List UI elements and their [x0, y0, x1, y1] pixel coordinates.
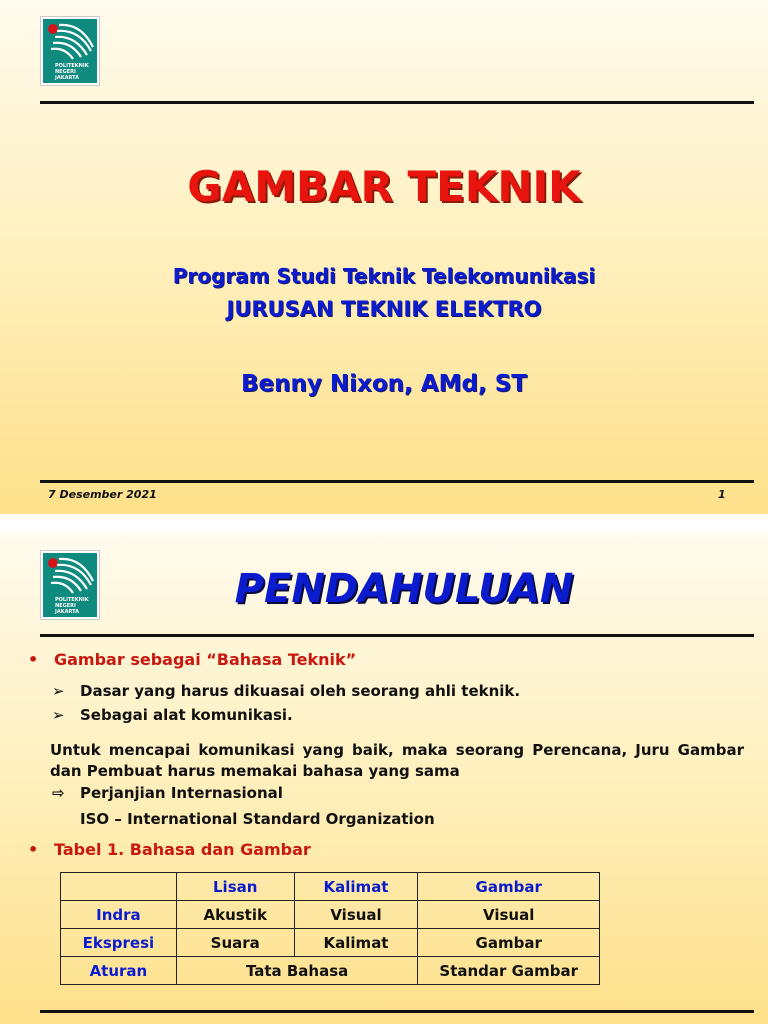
top-divider	[40, 634, 754, 637]
author-name: Benny Nixon, AMd, ST	[241, 371, 527, 397]
page-number: 1	[718, 488, 726, 501]
logo-text-2: NEGERI	[55, 603, 76, 609]
table-row	[61, 929, 600, 957]
open-arrow-icon: ⇨	[52, 784, 65, 802]
bullet-text: Tabel 1. Bahasa dan Gambar	[54, 840, 311, 859]
logo-text-1: POLITEKNIK	[55, 63, 89, 69]
arrow-bullet-icon: ➢	[52, 682, 65, 700]
pnj-logo-icon	[41, 17, 99, 85]
bottom-divider	[40, 1010, 754, 1013]
table-row	[61, 901, 600, 929]
table-cell-merged: Tata Bahasa	[176, 957, 418, 985]
bullet-dot: •	[28, 650, 39, 669]
table-cell: Kalimat	[294, 929, 418, 957]
iso-line: ISO – International Standard Organization	[80, 810, 435, 828]
pnj-logo-icon	[41, 551, 99, 619]
table-row	[61, 957, 600, 985]
sub-bullet-1	[52, 682, 520, 700]
footer-date: 7 Desember 2021	[48, 488, 157, 501]
table-header-cell: Lisan	[176, 873, 294, 901]
slide1-title: GAMBAR TEKNIK	[187, 162, 581, 211]
language-drawing-table	[60, 872, 600, 985]
arrow-bullet-icon: ➢	[52, 706, 65, 724]
slide-2	[0, 532, 768, 1024]
logo-text-1: POLITEKNIK	[55, 597, 89, 603]
table-row-label: Indra	[61, 901, 177, 929]
table-cell: Gambar	[418, 929, 600, 957]
sub-bullet-text: Sebagai alat komunikasi.	[80, 706, 293, 724]
table-header-cell: Gambar	[418, 873, 600, 901]
bullet-bahasa-teknik	[28, 650, 356, 669]
table-cell: Suara	[176, 929, 294, 957]
table-header-cell	[61, 873, 177, 901]
table-cell: Standar Gambar	[418, 957, 600, 985]
table-header-row	[61, 873, 600, 901]
slide2-title: PENDAHULUAN	[234, 566, 574, 612]
logo-text-3: JAKARTA	[55, 609, 79, 615]
agreement-line	[52, 784, 283, 802]
table-header-cell: Kalimat	[294, 873, 418, 901]
program-subtitle: Program Studi Teknik Telekomunikasi	[172, 264, 596, 288]
table-row-label: Ekspresi	[61, 929, 177, 957]
sub-bullet-2	[52, 706, 293, 724]
table-cell: Akustik	[176, 901, 294, 929]
table-cell: Visual	[418, 901, 600, 929]
bullet-table-caption	[28, 840, 311, 859]
communication-paragraph: Untuk mencapai komunikasi yang baik, maka seorang Perencana, Juru Gambar dan Pembuat harus memakai bahasa yang sama	[50, 741, 744, 780]
logo-text-2: NEGERI	[55, 69, 76, 75]
bullet-dot: •	[28, 840, 39, 859]
logo-text-3: JAKARTA	[55, 75, 79, 81]
pnj-logo	[40, 550, 100, 620]
top-divider	[40, 101, 754, 104]
bottom-divider	[40, 480, 754, 483]
pnj-logo	[40, 16, 100, 86]
sub-bullet-text: Dasar yang harus dikuasai oleh seorang ahli teknik.	[80, 682, 521, 700]
department-title: JURUSAN TEKNIK ELEKTRO	[226, 297, 542, 321]
table-cell: Visual	[294, 901, 418, 929]
table-row-label: Aturan	[61, 957, 177, 985]
agreement-text: Perjanjian Internasional	[80, 784, 283, 802]
bullet-text: Gambar sebagai “Bahasa Teknik”	[54, 650, 357, 669]
